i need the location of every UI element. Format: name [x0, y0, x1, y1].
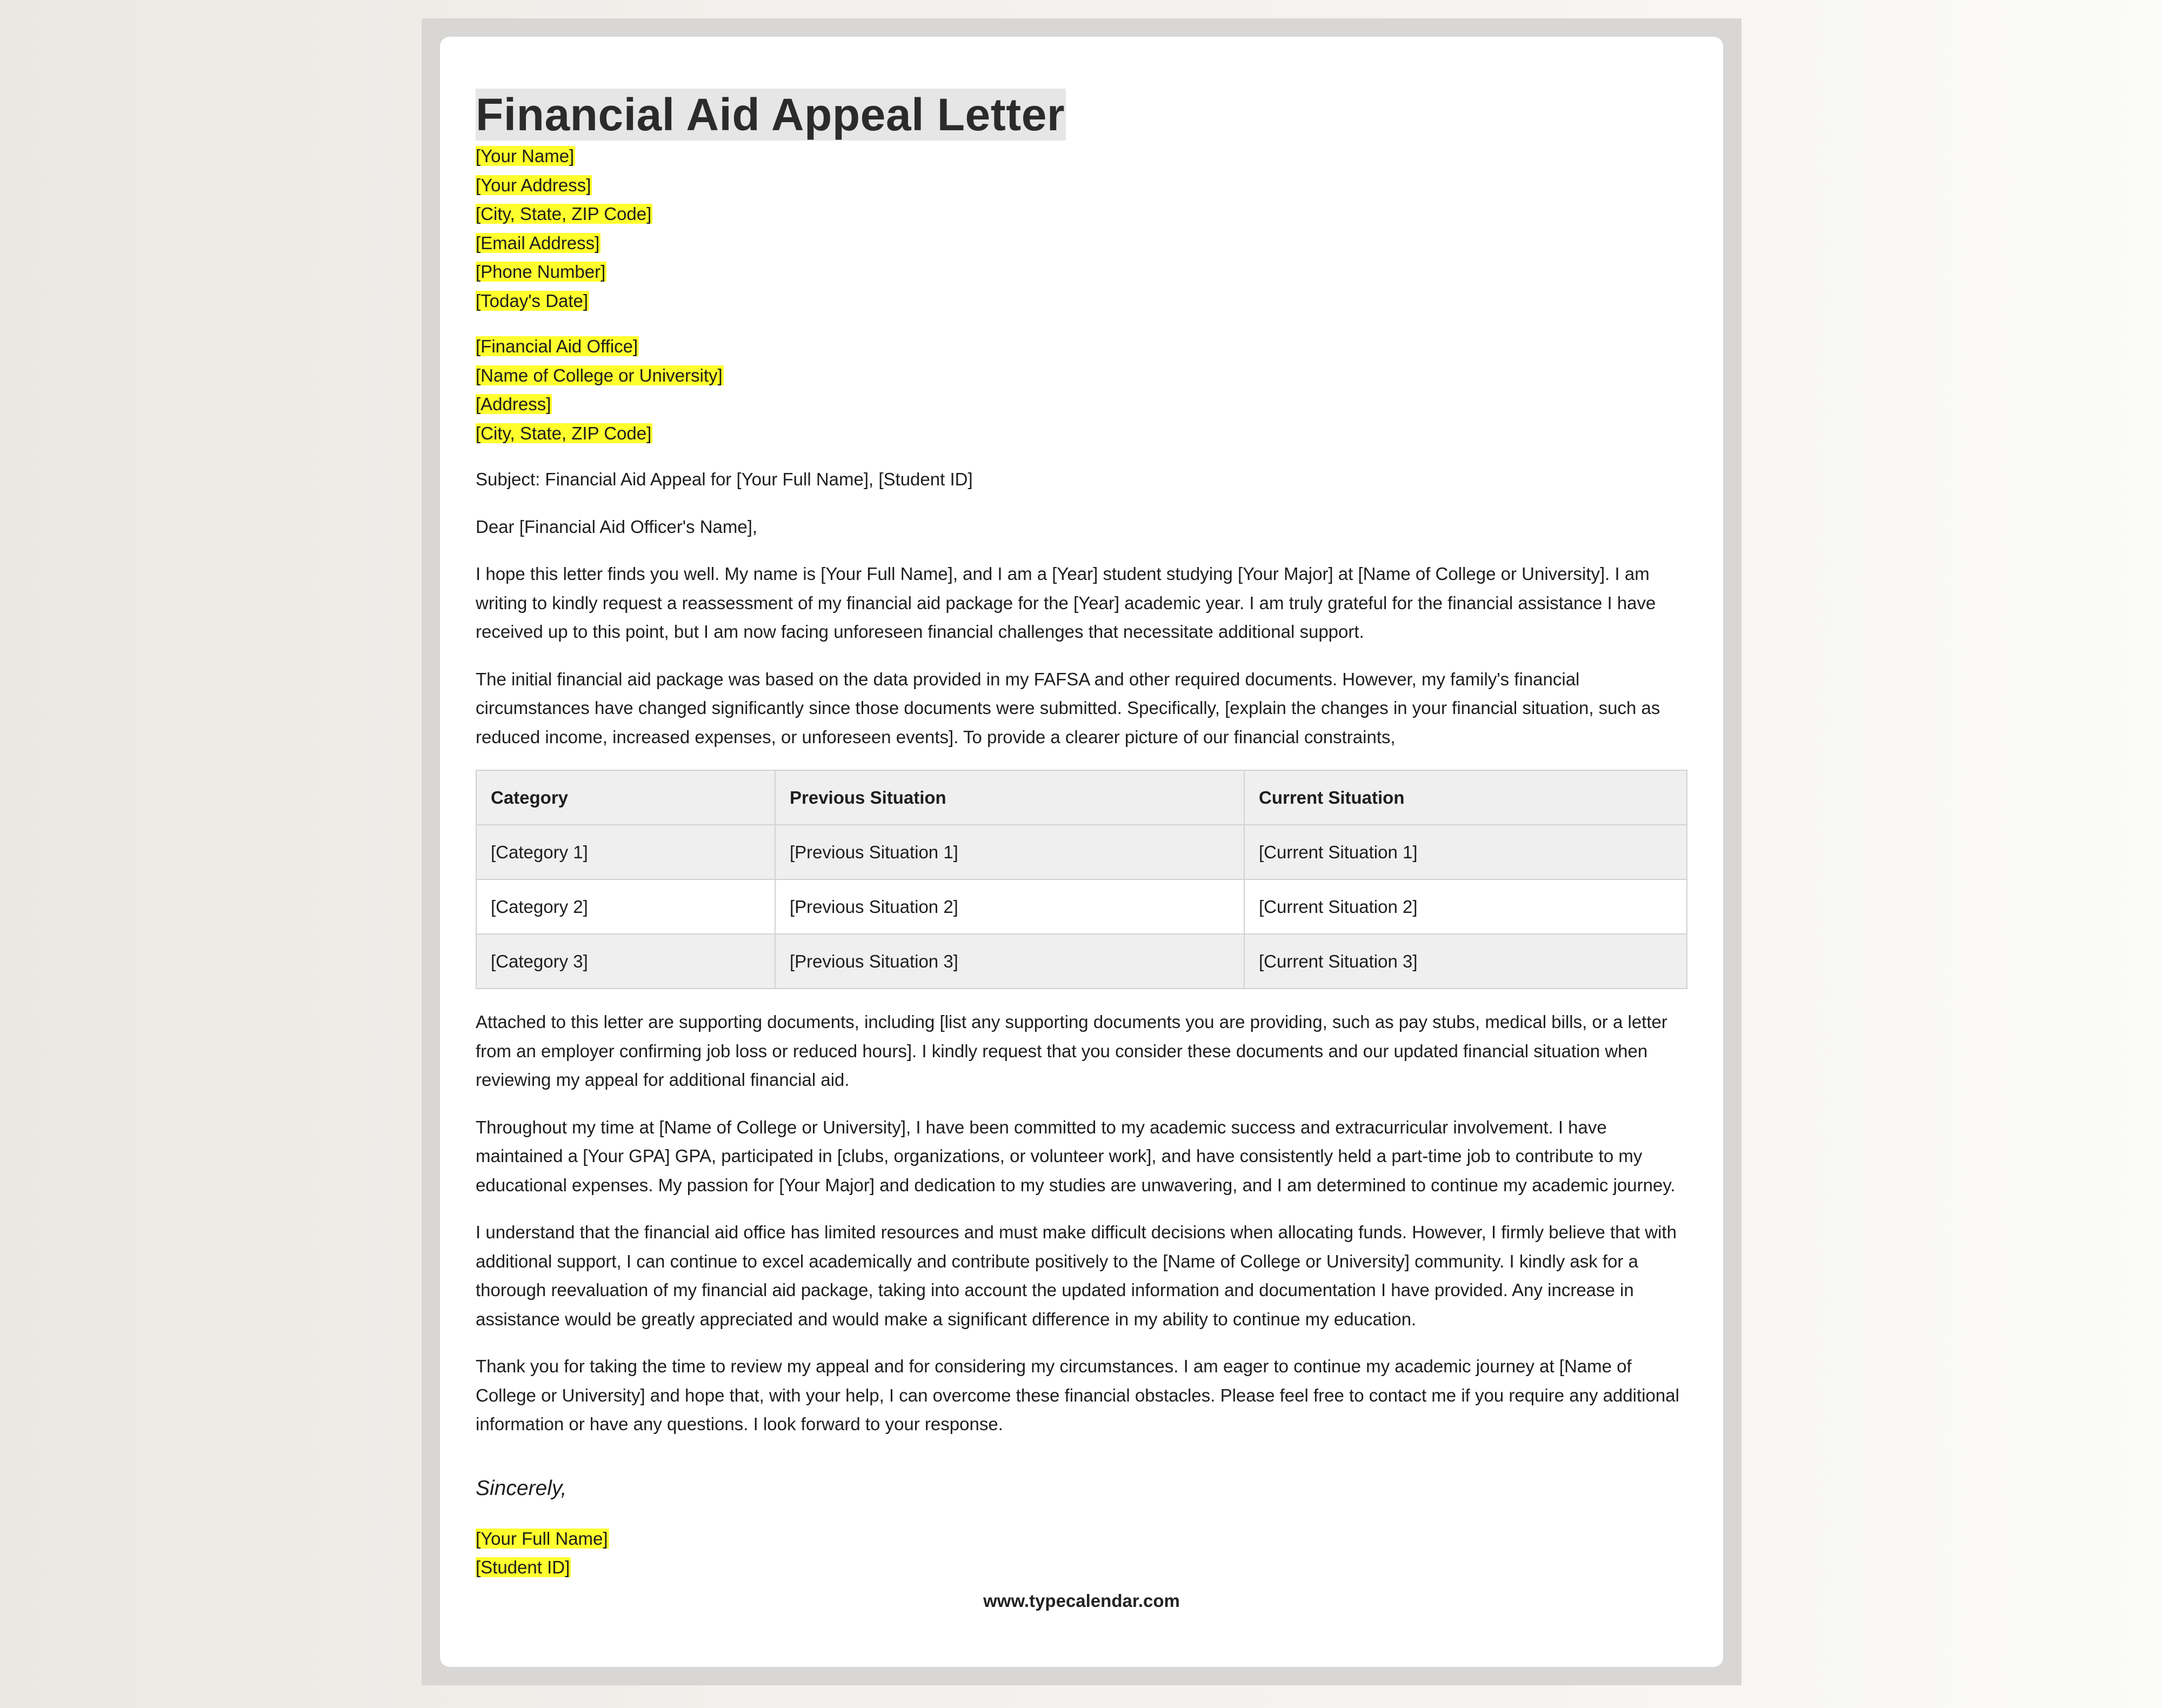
table-row — [476, 934, 1687, 989]
document-frame — [422, 18, 1741, 1685]
recipient-college — [476, 361, 1687, 390]
placeholder-highlight: [Email Address] — [476, 232, 600, 253]
recipient-address — [476, 390, 1687, 419]
table-header-row — [476, 770, 1687, 825]
placeholder-highlight: [Your Name] — [476, 146, 575, 166]
body-paragraph: I understand that the financial aid office has limited resources and must make difficult decisions when allocating funds. However, I firmly believe that with additional support, I can continue to excel academically and contribute positively to the [Name of College or University] community. I kindly ask for a thorough reevaluation of my financial aid package, taking into account the updated information and documentation I have provided. Any increase in assistance would be greatly appreciated and would make a significant difference in my ability to continue my education. — [476, 1222, 1677, 1329]
table-cell: [Current Situation 2] — [1244, 879, 1687, 934]
signature-name — [476, 1524, 1687, 1553]
column-header-previous: Previous Situation — [775, 770, 1244, 825]
body-paragraph: The initial financial aid package was based on the data provided in my FAFSA and other required documents. However, my family's financial circumstances have changed significantly since those documents were submitted. Specifically, [explain the changes in your financial situation, such as reduced income, increased expenses, or unforeseen events]. To provide a clearer picture of our financial constraints, — [476, 669, 1660, 747]
subject-line: Subject: Financial Aid Appeal for [Your Full Name], [Student ID] — [476, 469, 973, 489]
body-paragraph: Thank you for taking the time to review my appeal and for considering my circumstances. I am eager to continue my academic journey at [Name of College or University] and hope that, with your help, I can overcome these financial obstacles. Please feel free to contact me if you require any additional information or have any questions. I look forward to your response. — [476, 1356, 1679, 1434]
placeholder-highlight: [Address] — [476, 394, 551, 414]
placeholder-highlight: [City, State, ZIP Code] — [476, 423, 652, 443]
sender-phone — [476, 257, 1687, 286]
table-cell: [Category 3] — [476, 934, 775, 989]
sender-address — [476, 171, 1687, 200]
placeholder-highlight: [Phone Number] — [476, 262, 606, 282]
signature-student-id — [476, 1553, 1687, 1582]
table-cell: [Current Situation 1] — [1244, 825, 1687, 879]
placeholder-highlight: [Student ID] — [476, 1557, 570, 1577]
financial-comparison-table — [476, 770, 1687, 989]
sender-name — [476, 142, 1687, 171]
body-paragraph: I hope this letter finds you well. My name is [Your Full Name], and I am a [Year] student studying [Your Major] at [Name of College or University]. I am writing to kindly request a reassessment of my financial aid package for the [Year] academic year. I am truly grateful for the financial assistance I have received up to this point, but I am now facing unforeseen financial challenges that necessitate additional support. — [476, 564, 1656, 642]
table-cell: [Previous Situation 2] — [775, 879, 1244, 934]
sender-city-state-zip — [476, 199, 1687, 229]
recipient-city-state-zip — [476, 419, 1687, 448]
greeting: Dear [Financial Aid Officer's Name], — [476, 516, 758, 537]
table-row — [476, 879, 1687, 934]
signature-block — [476, 1524, 1687, 1582]
page-title: Financial Aid Appeal Letter — [476, 89, 1065, 140]
placeholder-highlight: [Name of College or University] — [476, 365, 723, 385]
website-footer[interactable]: www.typecalendar.com — [983, 1590, 1180, 1611]
recipient-office — [476, 332, 1687, 361]
placeholder-highlight: [Your Address] — [476, 175, 591, 195]
placeholder-highlight: [City, State, ZIP Code] — [476, 204, 652, 224]
body-paragraph: Attached to this letter are supporting documents, including [list any supporting documents you are providing, such as pay stubs, medical bills, or a letter from an employer confirming job loss or reduced hours]. I kindly request that you consider these documents and our updated financial situation when reviewing my appeal for additional financial aid. — [476, 1012, 1667, 1090]
table-cell: [Category 1] — [476, 825, 775, 879]
sender-email — [476, 229, 1687, 258]
column-header-current: Current Situation — [1244, 770, 1687, 825]
closing: Sincerely, — [476, 1476, 567, 1500]
sender-date — [476, 286, 1687, 316]
table-cell: [Previous Situation 1] — [775, 825, 1244, 879]
placeholder-highlight: [Financial Aid Office] — [476, 336, 638, 356]
comparison-table — [476, 770, 1687, 989]
table-cell: [Category 2] — [476, 879, 775, 934]
table-cell: [Current Situation 3] — [1244, 934, 1687, 989]
column-header-category: Category — [476, 770, 775, 825]
table-row — [476, 825, 1687, 879]
sender-block — [476, 142, 1687, 315]
recipient-block — [476, 332, 1687, 448]
table-cell: [Previous Situation 3] — [775, 934, 1244, 989]
placeholder-highlight: [Your Full Name] — [476, 1528, 608, 1549]
letter-page — [440, 37, 1723, 1667]
body-paragraph: Throughout my time at [Name of College or University], I have been committed to my academic success and extracurricular involvement. I have maintained a [Your GPA] GPA, participated in [clubs, organizations, or volunteer work], and have consistently held a part-time job to contribute to my educational expenses. My passion for [Your Major] and dedication to my studies are unwavering, and I am determined to continue my academic journey. — [476, 1117, 1676, 1195]
placeholder-highlight: [Today's Date] — [476, 290, 589, 311]
